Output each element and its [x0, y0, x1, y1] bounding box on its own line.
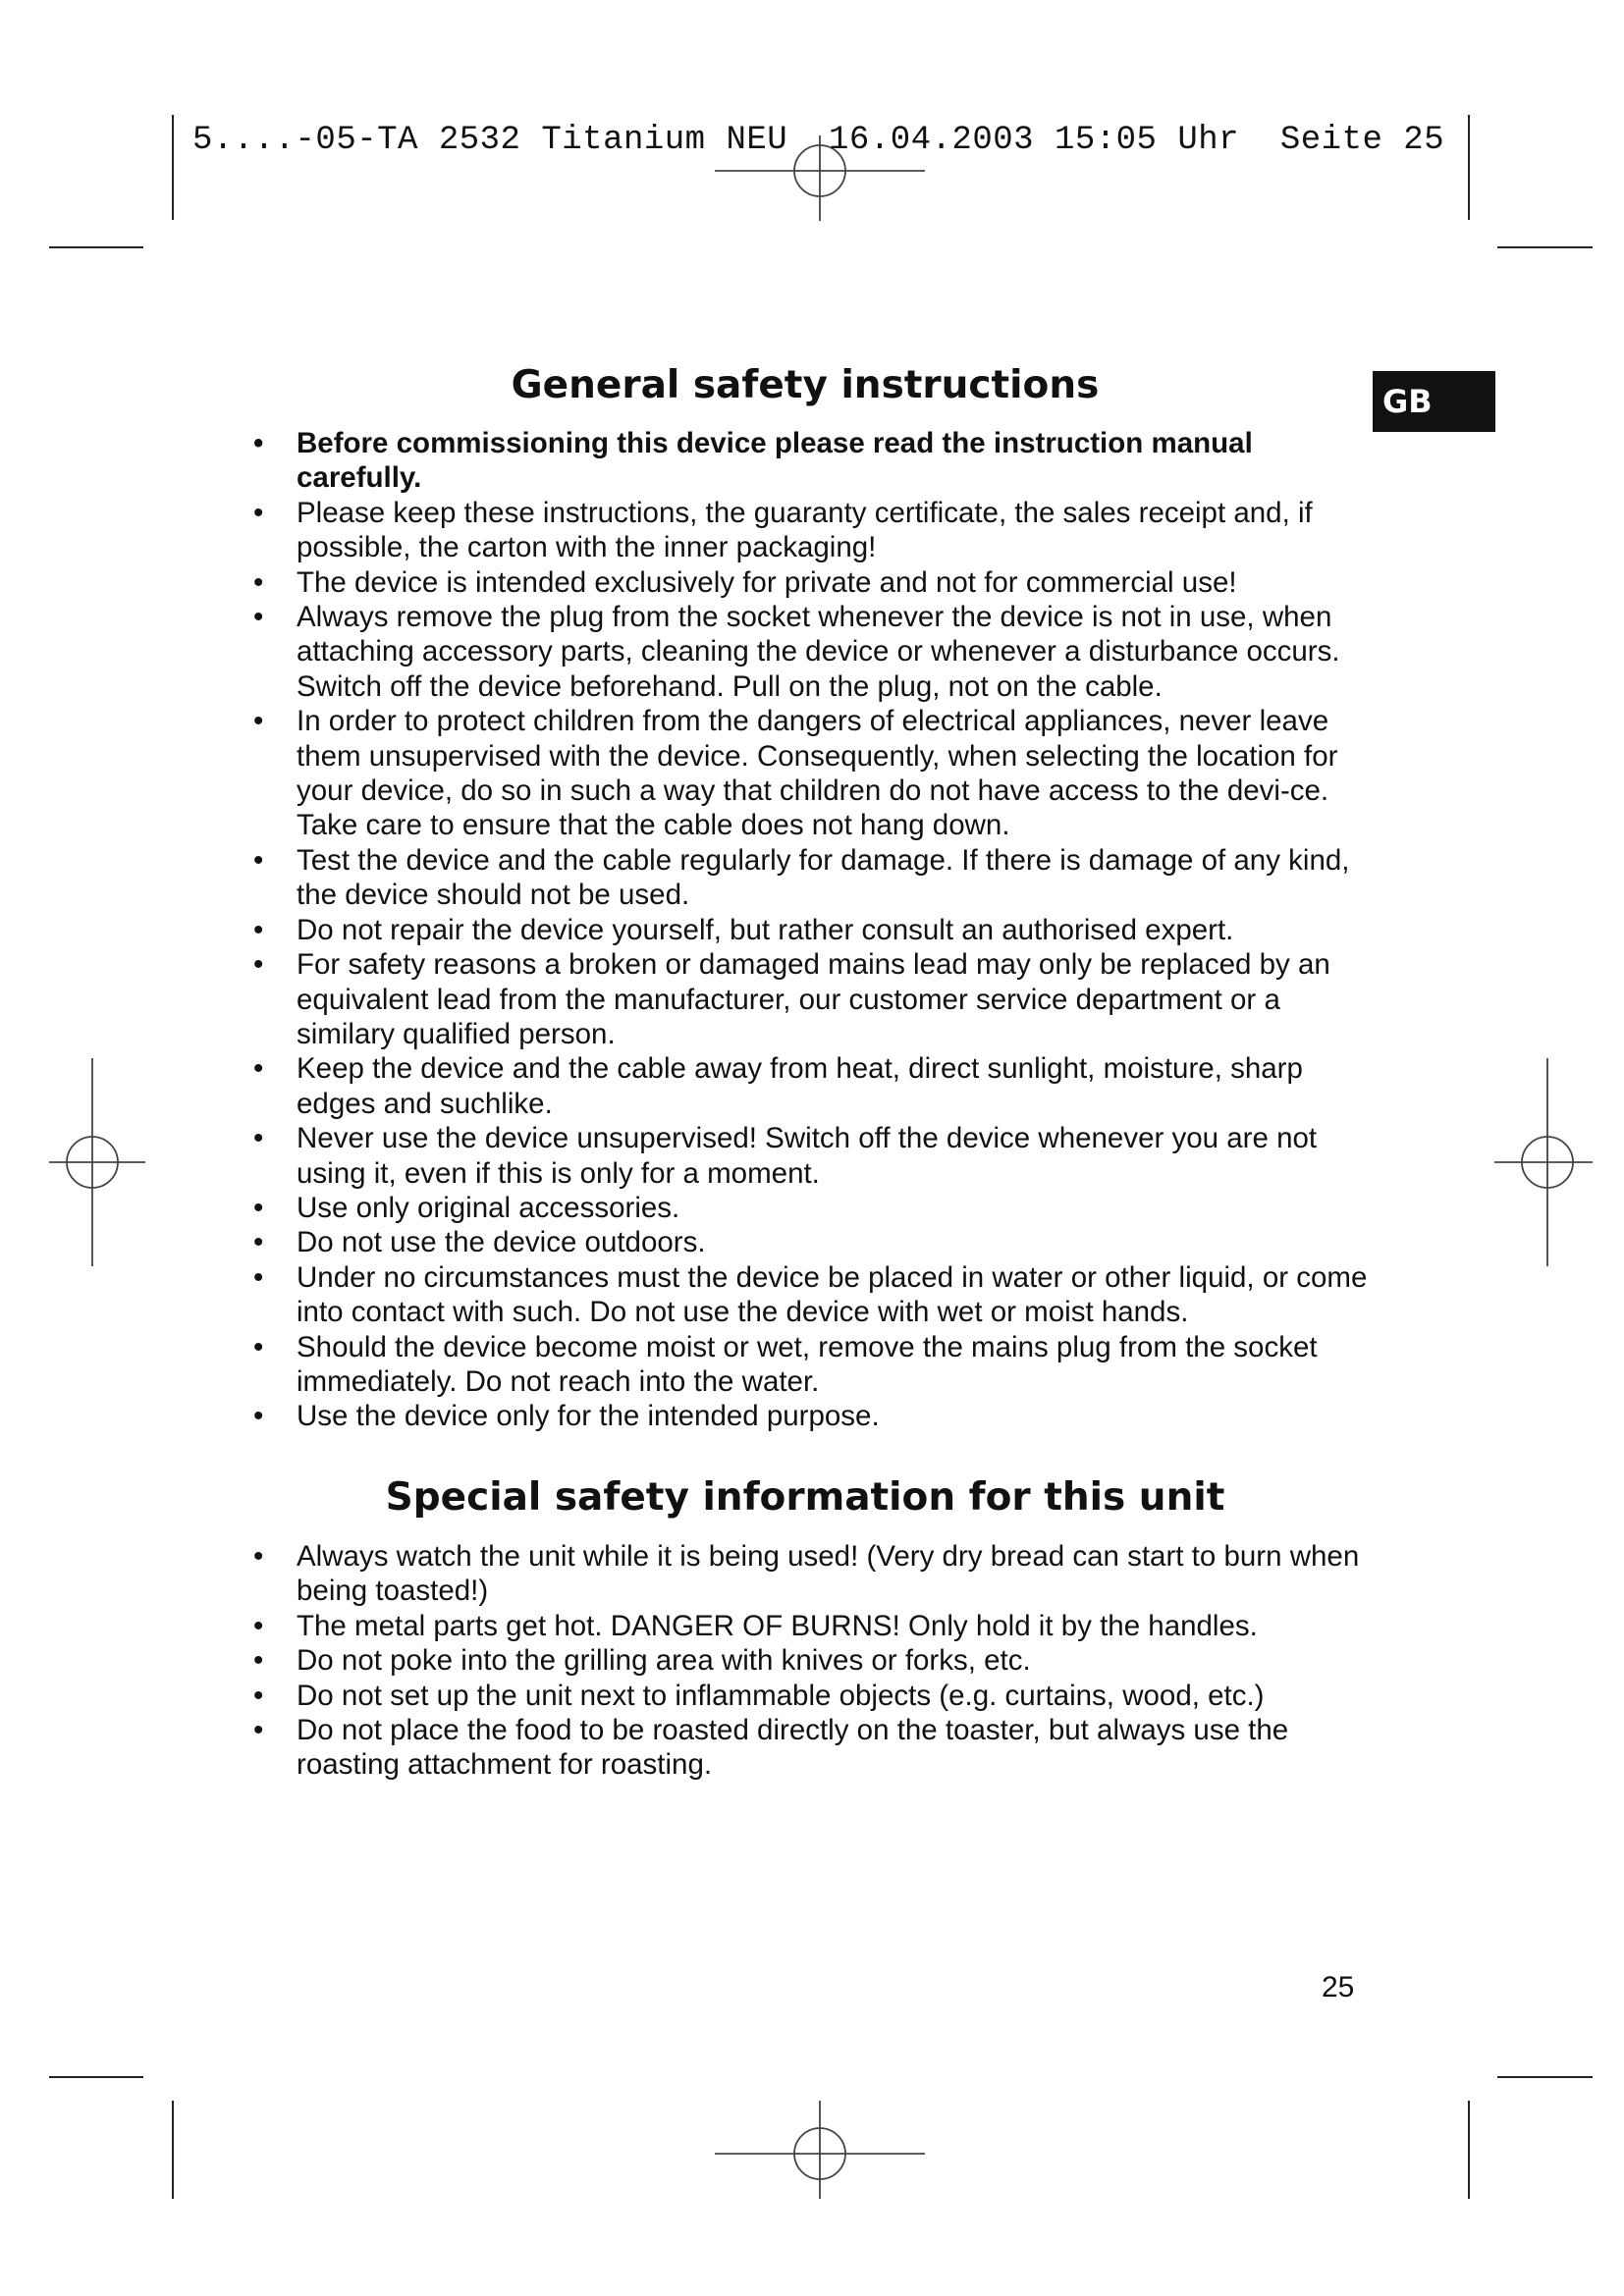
- list-item: • Do not repair the device yourself, but rather consult an authorised expert.: [253, 913, 1373, 947]
- list-item: • Do not place the food to be roasted directly on the toaster, but always use the roasting attachment for roasting.: [253, 1713, 1373, 1783]
- special-safety-title: Special safety information for this unit: [385, 1475, 1225, 1520]
- list-item: • Use the device only for the intended purpose.: [253, 1399, 1373, 1433]
- special-safety-list: [253, 1539, 1373, 1783]
- list-item: • Do not poke into the grilling area with knives or forks, etc.: [253, 1643, 1373, 1678]
- list-item: • Do not use the device outdoors.: [253, 1225, 1373, 1259]
- list-item: • Under no circumstances must the device be placed in water or other liquid, or come into contact with such. Do not use the device with wet or moist hands.: [253, 1260, 1373, 1330]
- general-safety-list: [253, 426, 1373, 1434]
- list-item: • Should the device become moist or wet, remove the mains plug from the socket immediately. Do not reach into the water.: [253, 1330, 1373, 1400]
- list-item: • Keep the device and the cable away from heat, direct sunlight, moisture, sharp edges and suchlike.: [253, 1051, 1373, 1121]
- list-item: • In order to protect children from the dangers of electrical appliances, never leave them unsupervised with the device. Consequently, when selecting the location for your device, do so in such a way that children do not have access to the devi-ce. Take care to ensure that the cable does not hang down.: [253, 704, 1373, 843]
- list-item: • Never use the device unsupervised! Switch off the device whenever you are not using it, even if this is only for a moment.: [253, 1121, 1373, 1191]
- list-item: • Always remove the plug from the socket whenever the device is not in use, when attaching accessory parts, cleaning the device or whenever a disturbance occurs. Switch off the device beforehand. Pull on the plug, not on the cable.: [253, 600, 1373, 704]
- list-item: • Do not set up the unit next to inflammable objects (e.g. curtains, wood, etc.): [253, 1679, 1373, 1713]
- page-number: 25: [1322, 1971, 1355, 2003]
- list-item: • Before commissioning this device please read the instruction manual carefully.: [253, 426, 1373, 496]
- list-item: • Please keep these instructions, the guaranty certificate, the sales receipt and, if possible, the carton with the inner packaging!: [253, 496, 1373, 565]
- list-item: • The device is intended exclusively for private and not for commercial use!: [253, 565, 1373, 600]
- list-item: • Test the device and the cable regularly for damage. If there is damage of any kind, the device should not be used.: [253, 843, 1373, 913]
- list-item: • For safety reasons a broken or damaged mains lead may only be replaced by an equivalent lead from the manufacturer, our customer service department or a similary qualified person.: [253, 947, 1373, 1051]
- list-item: • Use only original accessories.: [253, 1191, 1373, 1225]
- language-tab: GB: [1373, 371, 1495, 432]
- print-slug-header: 5....-05-TA 2532 Titanium NEU 16.04.2003 15:05 Uhr Seite 25: [192, 122, 1445, 159]
- general-safety-title: General safety instructions: [511, 363, 1100, 407]
- list-item: • The metal parts get hot. DANGER OF BURNS! Only hold it by the handles.: [253, 1609, 1373, 1643]
- list-item: • Always watch the unit while it is being used! (Very dry bread can start to burn when being toasted!): [253, 1539, 1373, 1609]
